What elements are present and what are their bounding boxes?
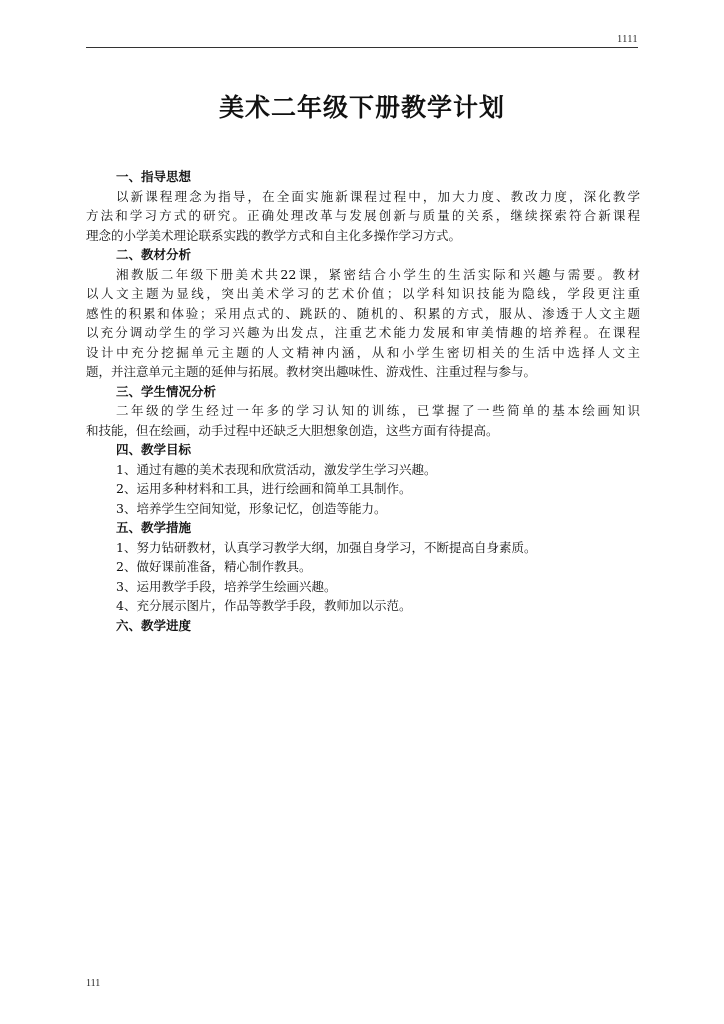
list-item: 3、运用教学手段，培养学生绘画兴趣。 [116, 578, 337, 594]
list-item: 3、培养学生空间知觉，形象记忆，创造等能力。 [116, 500, 387, 516]
header-page-mark: 1111 [617, 34, 638, 45]
list-item: 1、努力钻研教材，认真学习教学大纲，加强自身学习，不断提高自身素质。 [116, 539, 537, 555]
document-title: 美术二年级下册教学计划 [218, 93, 505, 122]
paragraph-line: 和技能，但在绘画，动手过程中还缺乏大胆想象创造，这些方面有待提高。 [86, 422, 499, 438]
list-item: 2、做好课前准备，精心制作教具。 [116, 559, 312, 574]
paragraph-line: 以充分调动学生的学习兴趣为出发点，注重艺术能力发展和审美情趣的培养程。在课程 [86, 325, 640, 340]
section-heading-teaching-measures: 五、教学措施 [116, 520, 192, 535]
list-item: 1、通过有趣的美术表现和欣赏活动，激发学生学习兴趣。 [116, 461, 437, 477]
paragraph-line: 以人文主题为显线，突出美术学习的艺术价值；以学科知识技能为隐线，学段更注重 [86, 286, 640, 301]
paragraph-line: 以新课程理念为指导，在全面实施新课程过程中，加大力度、教改力度，深化教学 [116, 188, 640, 204]
section-heading-student-analysis: 三、学生情况分析 [116, 383, 217, 399]
paragraph-line: 感性的积累和体验；采用点式的、跳跃的、随机的、积累的方式，服从、渗透于人文主题 [86, 305, 640, 321]
footer-page-number: 111 [86, 978, 101, 989]
paragraph-line: 方法和学习方式的研究。正确处理改革与发展创新与质量的关系，继续探索符合新课程 [86, 208, 640, 223]
paragraph-line: 题，并注意单元主题的延伸与拓展。教材突出趣味性、游戏性、注重过程与参与。 [86, 364, 537, 379]
section-heading-teaching-goals: 四、教学目标 [116, 442, 192, 457]
section-heading-textbook-analysis: 二、教材分析 [116, 247, 192, 262]
list-item: 4、充分展示图片，作品等教学手段，教师加以示范。 [116, 598, 412, 613]
document-body [86, 167, 640, 635]
paragraph-line: 二年级的学生经过一年多的学习认知的训练，已掌握了一些简单的基本绘画知识 [116, 403, 640, 418]
paragraph-line: 设计中充分挖掘单元主题的人文精神内涵，从和小学生密切相关的生活中选择人文主 [86, 344, 640, 360]
paragraph-line: 湘教版二年级下册美术共22课，紧密结合小学生的生活实际和兴趣与需要。教材 [116, 266, 640, 282]
section-heading-teaching-schedule: 六、教学进度 [116, 617, 192, 633]
paragraph-line: 理念的小学美术理论联系实践的教学方式和自主化多操作学习方式。 [86, 227, 462, 243]
section-heading-guiding-ideology: 一、指导思想 [116, 169, 192, 184]
header-rule [86, 47, 638, 48]
list-item: 2、运用多种材料和工具，进行绘画和简单工具制作。 [116, 481, 412, 496]
